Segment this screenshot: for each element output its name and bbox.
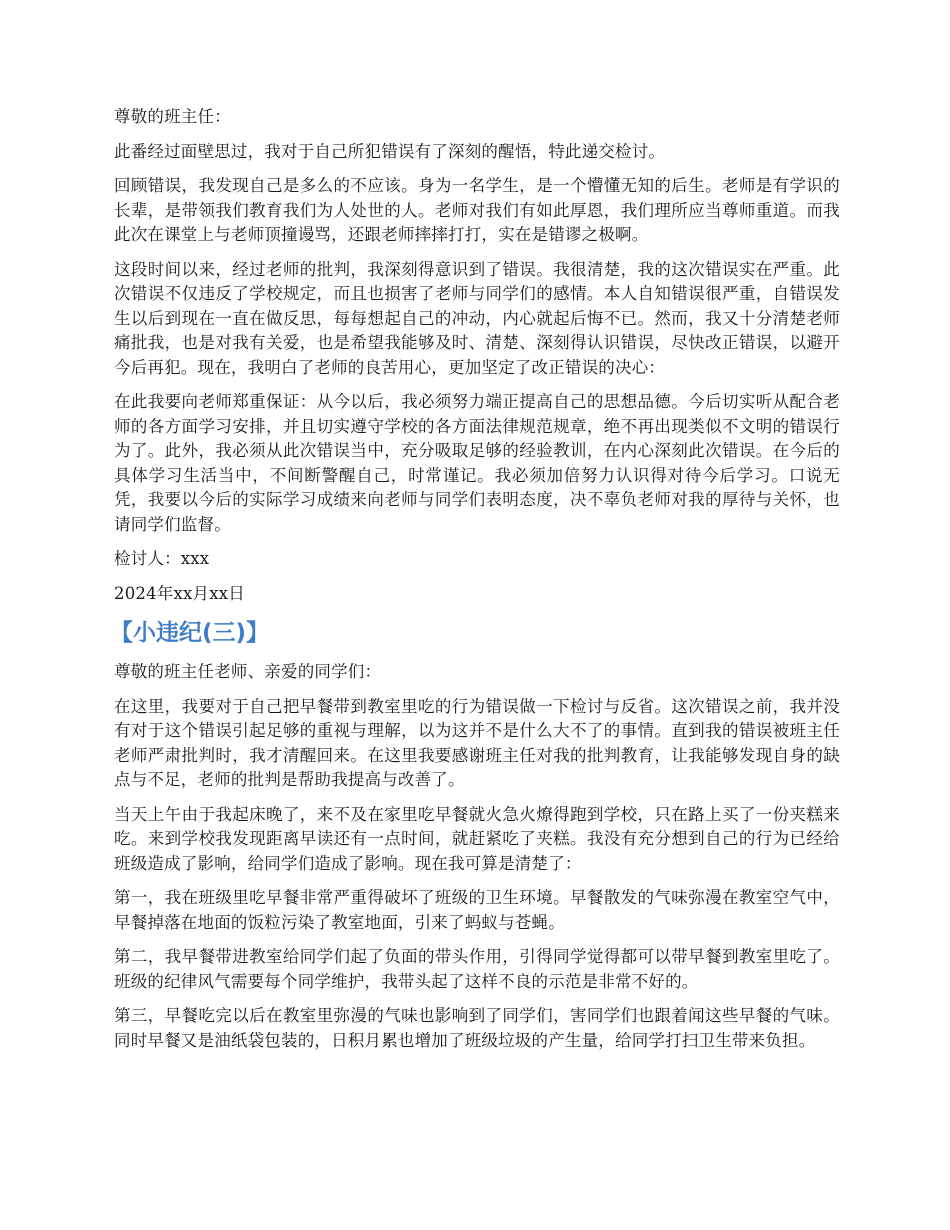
paragraph: 在这里，我要对于自己把早餐带到教室里吃的行为错误做一下检讨与反省。这次错误之前，我并没有对于这个错误引起足够的重视与理解，以为这并不是什么大不了的事情。直到我的错误被班主任老师严肃批判时，我才清醒回来。在这里我要感谢班主任对我的批判教育，让我能够发现自身的缺点与不足，老师的批判是帮助我提高与改善了。 (114, 696, 840, 789)
paragraph: 在此我要向老师郑重保证：从今以后，我必须努力端正提高自己的思想品德。今后切实听从配合老师的各方面学习安排，并且切实遵守学校的各方面法律规范规章，绝不再出现类似不文明的错误行为了。此外，我必须从此次错误当中，充分吸取足够的经验教训，在内心深刻此次错误。在今后的具体学习生活当中，不间断警醒自己，时常谨记。我必须加倍努力认识得对待今后学习。口说无凭，我要以今后的实际学习成绩来向老师与同学们表明态度，决不辜负老师对我的厚待与关怀，也请同学们监督。 (114, 392, 840, 534)
paragraph: 第一，我在班级里吃早餐非常严重得破坏了班级的卫生环境。早餐散发的气味弥漫在教室空气中，早餐掉落在地面的饭粒污染了教室地面，引来了蚂蚁与苍蝇。 (114, 888, 840, 932)
paragraph: 此番经过面壁思过，我对于自己所犯错误有了深刻的醒悟，特此递交检讨。 (114, 141, 666, 161)
paragraph: 第二，我早餐带进教室给同学们起了负面的带头作用，引得同学觉得都可以带早餐到教室里吃了。班级的纪律风气需要每个同学维护，我带头起了这样不良的示范是非常不好的。 (114, 947, 840, 991)
date: 2024年xx月xx日 (114, 583, 245, 603)
paragraph: 当天上午由于我起床晚了，来不及在家里吃早餐就火急火燎得跑到学校，只在路上买了一份夹糕来吃。来到学校我发现距离早读还有一点时间，就赶紧吃了夹糕。我没有充分想到自己的行为已经给班级造成了影响，给同学们造成了影响。现在我可算是清楚了： (114, 804, 840, 873)
paragraph: 第三，早餐吃完以后在教室里弥漫的气味也影响到了同学们，害同学们也跟着闻这些早餐的气味。同时早餐又是油纸袋包装的，日积月累也增加了班级垃圾的产生量，给同学打扫卫生带来负担。 (114, 1006, 840, 1050)
salutation-1: 尊敬的班主任： (114, 107, 231, 126)
section-heading: 【小违纪(三)】 (110, 620, 270, 646)
signer: 检讨人：xxx (114, 549, 210, 568)
paragraph: 这段时间以来，经过老师的批判，我深刻得意识到了错误。我很清楚，我的这次错误实在严重。此次错误不仅违反了学校规定，而且也损害了老师与同学们的感情。本人自知错误很严重，自错误发生以后到现在一直在做反思，每每想起自己的冲动，内心就起后悔不已。然而，我又十分清楚老师痛批我，也是对我有关爱，也是希望我能够及时、清楚、深刻得认识错误，尽快改正错误，以避开今后再犯。现在，我明白了老师的良苦用心，更加坚定了改正错误的决心： (114, 259, 840, 377)
salutation-2: 尊敬的班主任老师、亲爱的同学们： (114, 662, 382, 681)
paragraph: 回顾错误，我发现自己是多么的不应该。身为一名学生，是一个懵懂无知的后生。老师是有学识的长辈，是带领我们教育我们为人处世的人。老师对我们有如此厚恩，我们理所应当尊师重道。而我此次在课堂上与老师顶撞谩骂，还跟老师摔摔打打，实在是错谬之极啊。 (114, 176, 840, 244)
document-page (110, 105, 840, 1063)
